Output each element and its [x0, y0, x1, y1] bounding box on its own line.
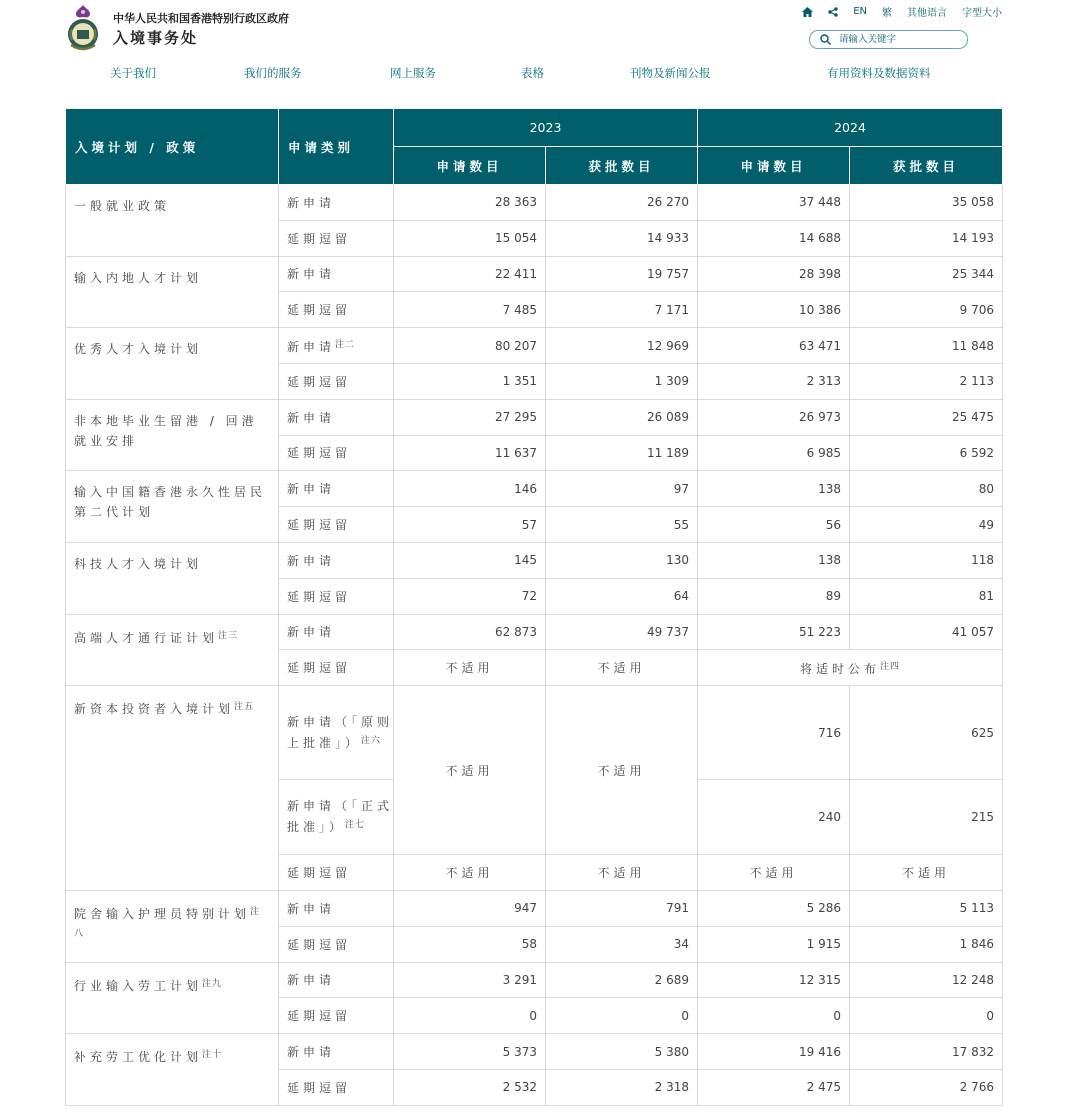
applications-2023: 7 485 [394, 292, 546, 328]
note-marker: 注六 [361, 735, 382, 746]
applications-2023: 62 873 [394, 614, 546, 650]
applications-2023: 80 207 [394, 328, 546, 364]
category-cell: 新申请 [279, 1034, 394, 1070]
applications-2024: 12 315 [698, 962, 850, 998]
scheme-cell [66, 471, 279, 543]
col-header-applications-2024: 申请数目 [698, 147, 850, 185]
utility-bar [802, 4, 1002, 19]
applications-2024: 1 915 [698, 926, 850, 962]
applications-2023: 28 363 [394, 185, 546, 221]
category-cell: 延期逗留 [279, 363, 394, 399]
scheme-name: 科技人才入境计划 [74, 556, 203, 571]
approved-2024: 25 344 [850, 256, 1003, 292]
approved-2024: 1 846 [850, 926, 1003, 962]
applications-2023: 145 [394, 542, 546, 578]
applications-2023: 不适用 [394, 650, 546, 686]
approved-2023: 1 309 [546, 363, 698, 399]
scheme-name: 输入内地人才计划 [74, 270, 203, 285]
applications-2023: 146 [394, 471, 546, 507]
applications-2024: 51 223 [698, 614, 850, 650]
category-cell: 新申请 [279, 962, 394, 998]
approved-2024: 49 [850, 507, 1003, 543]
category-cell: 延期逗留 [279, 855, 394, 891]
applications-2023: 1 351 [394, 363, 546, 399]
approved-2024: 11 848 [850, 328, 1003, 364]
approved-2024: 0 [850, 998, 1003, 1034]
col-header-scheme: 入境计划 / 政策 [66, 109, 279, 185]
lang-en-link[interactable]: EN [853, 6, 867, 17]
note-marker: 注七 [345, 820, 366, 831]
category-cell: 延期逗留 [279, 435, 394, 471]
home-icon[interactable] [802, 7, 813, 17]
category-cell: 新申请 [279, 256, 394, 292]
table-row [66, 1034, 1003, 1070]
approved-2023: 55 [546, 507, 698, 543]
approved-2024: 80 [850, 471, 1003, 507]
approved-2024: 5 113 [850, 890, 1003, 926]
applications-2023: 27 295 [394, 399, 546, 435]
statistics-table [65, 108, 1003, 1106]
table-row [66, 185, 1003, 221]
table-row [66, 686, 1003, 780]
note-marker: 注十 [202, 1050, 223, 1061]
category-cell: 延期逗留 [279, 1069, 394, 1105]
applications-2024: 6 985 [698, 435, 850, 471]
scheme-cell [66, 962, 279, 1034]
approved-2024: 14 193 [850, 220, 1003, 256]
approved-2023: 130 [546, 542, 698, 578]
table-row [66, 614, 1003, 650]
table-row [66, 328, 1003, 364]
emblem-logo[interactable] [63, 3, 103, 53]
approved-2023: 49 737 [546, 614, 698, 650]
category-cell: 新申请 [279, 471, 394, 507]
col-header-category: 申请类别 [279, 109, 394, 185]
approved-2023: 14 933 [546, 220, 698, 256]
table-row [66, 962, 1003, 998]
col-header-2023: 2023 [394, 109, 698, 147]
note-marker: 注二 [335, 339, 356, 350]
note-marker: 注五 [234, 702, 255, 713]
approved-2023: 791 [546, 890, 698, 926]
category-cell: 延期逗留 [279, 926, 394, 962]
scheme-name: 非本地毕业生留港 / 回港就业安排 [74, 413, 258, 448]
note-marker: 注八 [74, 906, 261, 939]
share-icon[interactable] [828, 7, 838, 17]
category-cell: 延期逗留 [279, 220, 394, 256]
applications-2024: 0 [698, 998, 850, 1034]
approved-2023: 5 380 [546, 1034, 698, 1070]
nav-forms[interactable]: 表格 [521, 66, 544, 80]
main-nav [0, 65, 1080, 83]
applications-2024: 37 448 [698, 185, 850, 221]
applications-2024: 56 [698, 507, 850, 543]
applications-2024: 716 [698, 686, 850, 780]
scheme-cell [66, 399, 279, 471]
note-marker: 注四 [880, 661, 901, 672]
approved-2024: 25 475 [850, 399, 1003, 435]
applications-2024: 89 [698, 578, 850, 614]
applications-2023: 72 [394, 578, 546, 614]
font-size-link[interactable]: 字型大小 [962, 8, 1002, 19]
approved-2023: 26 089 [546, 399, 698, 435]
nav-services[interactable]: 我们的服务 [244, 66, 302, 80]
category-cell: 延期逗留 [279, 998, 394, 1034]
applications-2023: 2 532 [394, 1069, 546, 1105]
scheme-name: 高端人才通行证计划 [74, 630, 219, 645]
table-row [66, 256, 1003, 292]
approved-2023: 不适用 [546, 686, 698, 855]
approved-2023: 不适用 [546, 855, 698, 891]
applications-2024: 19 416 [698, 1034, 850, 1070]
nav-publications[interactable]: 刊物及新闻公报 [630, 66, 711, 80]
scheme-cell [66, 542, 279, 614]
approved-2023: 11 189 [546, 435, 698, 471]
scheme-name: 优秀人才入境计划 [74, 342, 203, 357]
approved-2023: 64 [546, 578, 698, 614]
approved-2023: 0 [546, 998, 698, 1034]
col-header-approved-2024: 获批数目 [850, 147, 1003, 185]
applications-2024: 2 475 [698, 1069, 850, 1105]
category-cell [279, 686, 394, 780]
nav-useful-info[interactable]: 有用资料及数据资料 [827, 66, 931, 80]
applications-2024: 不适用 [698, 855, 850, 891]
category-cell: 新申请 [279, 399, 394, 435]
category-cell: 新申请 [279, 890, 394, 926]
search-input[interactable] [839, 34, 959, 45]
approved-2023: 12 969 [546, 328, 698, 364]
category-cell: 延期逗留 [279, 507, 394, 543]
category-cell [279, 328, 394, 364]
approved-2024: 2 766 [850, 1069, 1003, 1105]
applications-2023: 57 [394, 507, 546, 543]
scheme-cell [66, 185, 279, 257]
category-label: 新申请 [287, 339, 336, 354]
category-label: 新申请（「正式批准」） [287, 799, 394, 835]
org-name-line1: 中华人民共和国香港特别行政区政府 [113, 12, 289, 25]
approved-2024: 2 113 [850, 363, 1003, 399]
applications-2023: 5 373 [394, 1034, 546, 1070]
approved-2024: 215 [850, 780, 1003, 855]
scheme-name: 补充劳工优化计划 [74, 1050, 203, 1065]
pending-2024 [698, 650, 1003, 686]
category-cell: 新申请 [279, 185, 394, 221]
nav-online-services[interactable]: 网上服务 [390, 66, 436, 80]
table-row [66, 890, 1003, 926]
scheme-name: 输入中国籍香港永久性居民第二代计划 [74, 485, 267, 520]
table-row [66, 399, 1003, 435]
applications-2024: 26 973 [698, 399, 850, 435]
approved-2024: 35 058 [850, 185, 1003, 221]
note-marker: 注三 [218, 630, 239, 641]
applications-2024: 63 471 [698, 328, 850, 364]
scheme-cell [66, 890, 279, 962]
other-language-link[interactable]: 其他语言 [907, 8, 947, 19]
approved-2024: 不适用 [850, 855, 1003, 891]
applications-2023: 58 [394, 926, 546, 962]
approved-2024: 17 832 [850, 1034, 1003, 1070]
applications-2024: 138 [698, 542, 850, 578]
applications-2023: 3 291 [394, 962, 546, 998]
category-cell: 新申请 [279, 542, 394, 578]
applications-2024: 2 313 [698, 363, 850, 399]
col-header-2024: 2024 [698, 109, 1003, 147]
scheme-name: 新资本投资者入境计划 [74, 702, 235, 717]
applications-2024: 14 688 [698, 220, 850, 256]
scheme-name: 行业输入劳工计划 [74, 978, 203, 993]
applications-2024: 10 386 [698, 292, 850, 328]
pending-label: 将适时公布 [799, 661, 880, 676]
applications-2024: 240 [698, 780, 850, 855]
category-cell: 延期逗留 [279, 292, 394, 328]
lang-trad-link[interactable]: 繁 [882, 8, 892, 19]
category-cell: 延期逗留 [279, 578, 394, 614]
applications-2023: 947 [394, 890, 546, 926]
org-name-line2: 入境事务处 [113, 29, 199, 47]
table-row [66, 471, 1003, 507]
approved-2023: 7 171 [546, 292, 698, 328]
search-icon[interactable] [820, 34, 831, 45]
note-marker: 注九 [202, 978, 223, 989]
applications-2024: 138 [698, 471, 850, 507]
site-header [0, 0, 1080, 100]
nav-about[interactable]: 关于我们 [110, 66, 156, 80]
applications-2024: 5 286 [698, 890, 850, 926]
category-label: 新申请（「原则上批准」） [287, 714, 394, 750]
scheme-name: 院舍输入护理员特别计划 [74, 906, 251, 921]
scheme-cell [66, 614, 279, 686]
applications-2024: 28 398 [698, 256, 850, 292]
applications-2023: 15 054 [394, 220, 546, 256]
category-cell: 延期逗留 [279, 650, 394, 686]
applications-2023: 0 [394, 998, 546, 1034]
col-header-applications-2023: 申请数目 [394, 147, 546, 185]
scheme-cell [66, 1034, 279, 1106]
approved-2023: 2 318 [546, 1069, 698, 1105]
approved-2023: 不适用 [546, 650, 698, 686]
approved-2023: 19 757 [546, 256, 698, 292]
approved-2024: 12 248 [850, 962, 1003, 998]
table-row [66, 542, 1003, 578]
scheme-cell [66, 686, 279, 891]
scheme-cell [66, 256, 279, 328]
applications-2023: 22 411 [394, 256, 546, 292]
scheme-cell [66, 328, 279, 400]
applications-2023: 不适用 [394, 855, 546, 891]
col-header-approved-2023: 获批数目 [546, 147, 698, 185]
approved-2024: 81 [850, 578, 1003, 614]
scheme-name: 一般就业政策 [74, 199, 171, 213]
approved-2023: 26 270 [546, 185, 698, 221]
search-box[interactable] [809, 30, 968, 49]
category-cell [279, 780, 394, 855]
approved-2023: 34 [546, 926, 698, 962]
approved-2023: 97 [546, 471, 698, 507]
approved-2024: 9 706 [850, 292, 1003, 328]
approved-2024: 6 592 [850, 435, 1003, 471]
approved-2023: 2 689 [546, 962, 698, 998]
category-cell: 新申请 [279, 614, 394, 650]
applications-2023: 11 637 [394, 435, 546, 471]
approved-2024: 118 [850, 542, 1003, 578]
approved-2024: 625 [850, 686, 1003, 780]
applications-2023: 不适用 [394, 686, 546, 855]
approved-2024: 41 057 [850, 614, 1003, 650]
